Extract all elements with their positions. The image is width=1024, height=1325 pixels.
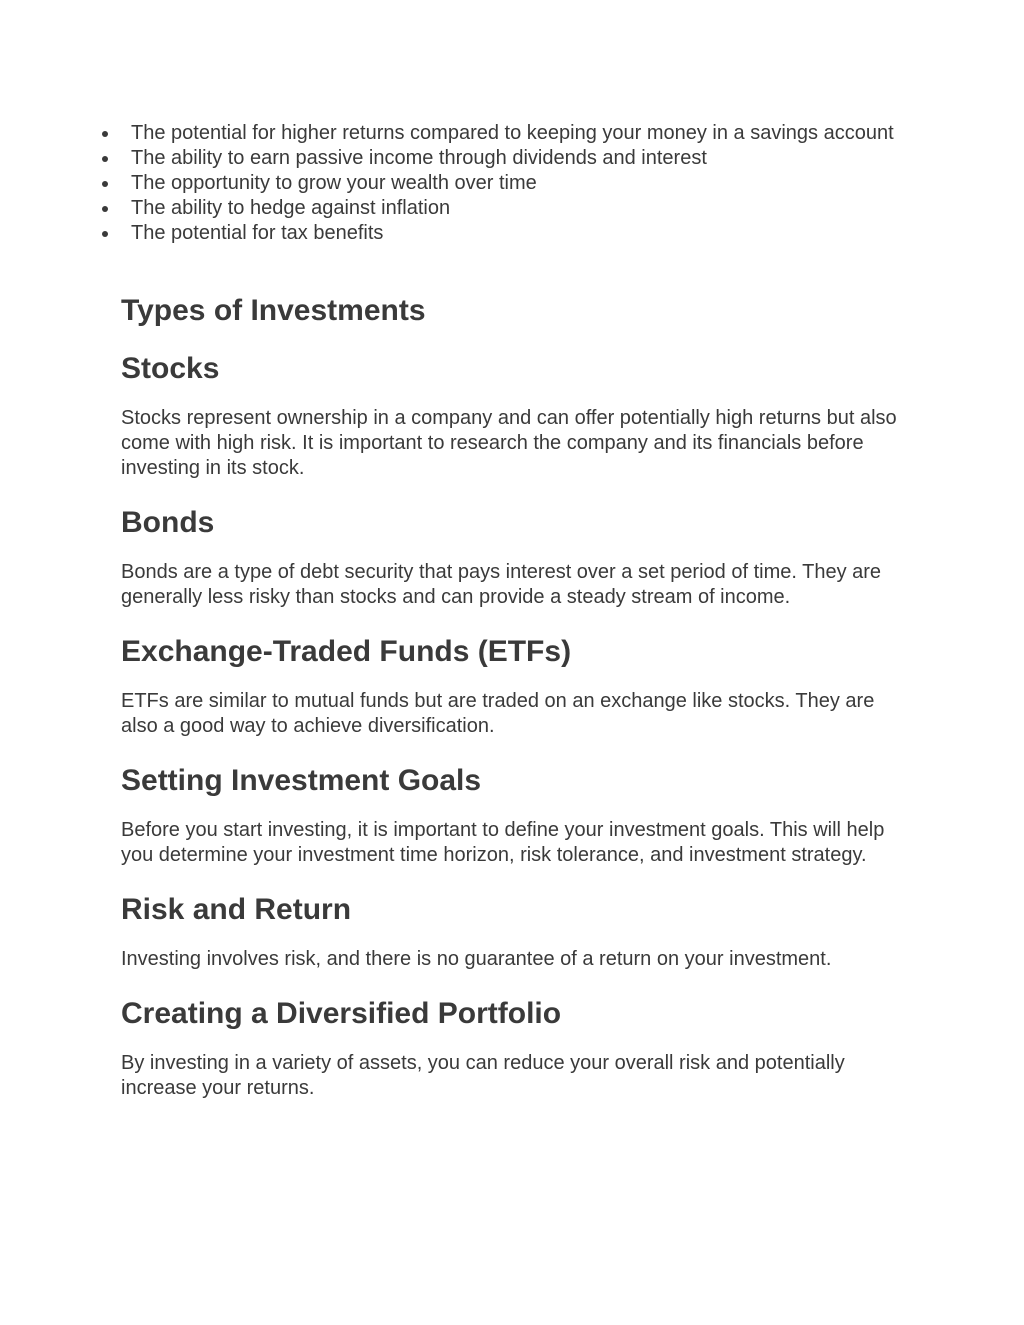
bullet-icon xyxy=(102,131,108,137)
investment-goals-paragraph: Before you start investing, it is important to define your investment goals. This will help you determine your investment time horizon, risk tolerance, and investment strategy. xyxy=(121,819,885,866)
diversified-portfolio-paragraph: By investing in a variety of assets, you can reduce your overall risk and potentially increase your returns. xyxy=(121,1052,845,1099)
list-item-text: The ability to earn passive income through dividends and interest xyxy=(131,147,707,169)
etfs-paragraph: ETFs are similar to mutual funds but are traded on an exchange like stocks. They are also a good way to achieve diversification. xyxy=(121,690,875,737)
list-item-text: The potential for tax benefits xyxy=(131,222,384,244)
bonds-paragraph: Bonds are a type of debt security that pays interest over a set period of time. They are generally less risky than stocks and can provide a steady stream of income. xyxy=(121,561,882,608)
bullet-icon xyxy=(102,181,108,187)
list-item-text: The opportunity to grow your wealth over time xyxy=(131,172,537,194)
list-item xyxy=(0,221,1024,246)
bullet-icon xyxy=(102,231,108,237)
types-of-investments-heading: Types of Investments xyxy=(121,294,426,327)
bonds-heading: Bonds xyxy=(121,506,215,539)
list-item xyxy=(0,146,1024,171)
stocks-paragraph: Stocks represent ownership in a company and can offer potentially high returns but also come with high risk. It is important to research the company and its financials before investing in its stock. xyxy=(121,407,897,479)
stocks-heading: Stocks xyxy=(121,352,220,385)
etfs-heading: Exchange-Traded Funds (ETFs) xyxy=(121,635,572,668)
list-item xyxy=(0,121,1024,146)
risk-return-heading: Risk and Return xyxy=(121,893,352,926)
main-content xyxy=(121,292,911,1124)
investment-goals-heading: Setting Investment Goals xyxy=(121,764,482,797)
bullet-icon xyxy=(102,156,108,162)
bullet-icon xyxy=(102,206,108,212)
list-item-text: The potential for higher returns compared to keeping your money in a savings account xyxy=(131,122,894,144)
list-item-text: The ability to hedge against inflation xyxy=(131,197,451,219)
diversified-portfolio-heading: Creating a Diversified Portfolio xyxy=(121,997,562,1030)
risk-return-paragraph: Investing involves risk, and there is no guarantee of a return on your investment. xyxy=(121,948,832,970)
list-item xyxy=(0,196,1024,221)
list-item xyxy=(0,171,1024,196)
benefits-list xyxy=(0,121,1024,246)
